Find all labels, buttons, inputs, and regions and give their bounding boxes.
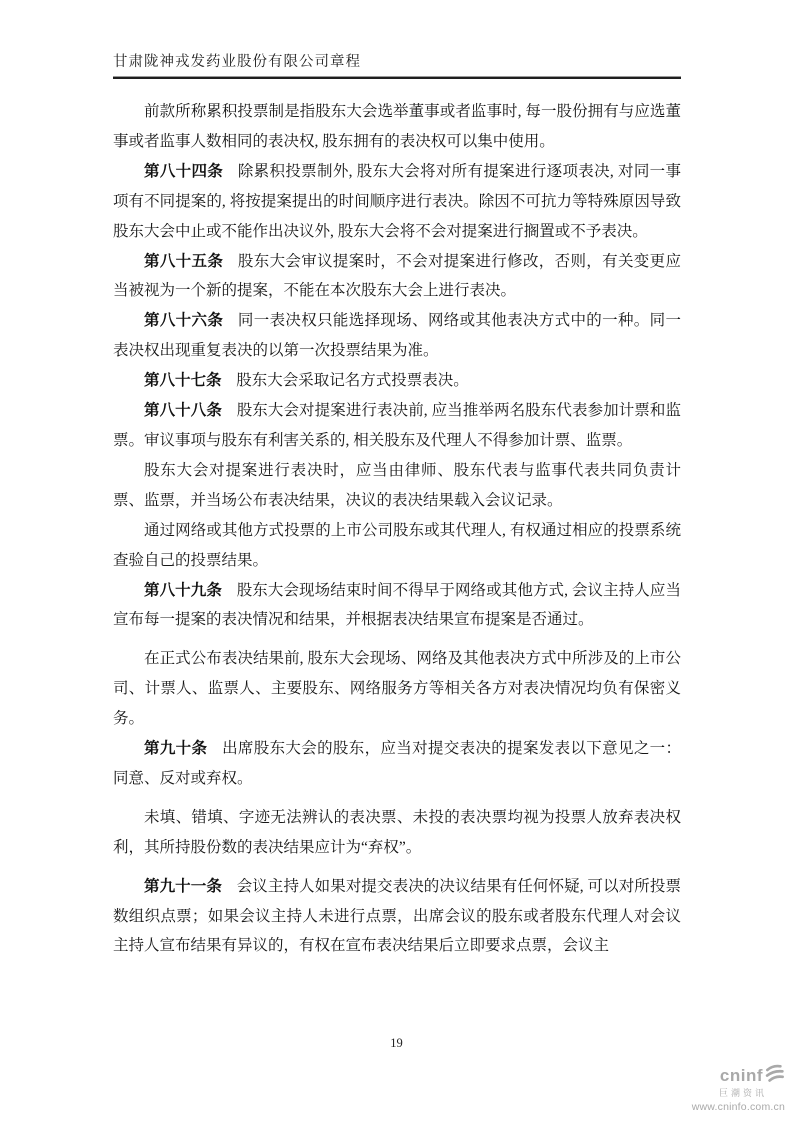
cninfo-brand-row — [655, 1064, 785, 1087]
article-87 — [113, 366, 681, 396]
article-84 — [113, 157, 681, 247]
article-88-number: 第八十八条 — [144, 402, 222, 420]
paragraph-cumulative-voting — [113, 97, 681, 157]
paragraph-text: 股东大会对提案进行表决时，应当由律师、股东代表与监事代表共同负责计票、监票，并当场公布表决结果，决议的表决结果载入会议记录。 — [113, 461, 681, 509]
article-84-number: 第八十四条 — [144, 162, 224, 180]
cninfo-brand-text: cninf — [719, 1065, 763, 1085]
article-85-number: 第八十五条 — [144, 252, 224, 270]
article-90-paragraph-2 — [113, 803, 681, 863]
article-85 — [113, 247, 681, 307]
article-85-text: 股东大会审议提案时，不会对提案进行修改，否则，有关变更应当被视为一个新的提案，不能在本次股东大会上进行表决。 — [113, 252, 681, 300]
cninfo-chinese-name: 巨潮资讯 — [718, 1088, 767, 1099]
paragraph-text: 在正式公布表决结果前, 股东大会现场、网络及其他表决方式中所涉及的上市公司、计票人、监票人、主要股东、网络服务方等相关各方对表决情况均负有保密义务。 — [113, 650, 681, 728]
article-90-text: 出席股东大会的股东，应当对提交表决的提案发表以下意见之一：同意、反对或弃权。 — [113, 740, 681, 787]
article-87-text: 股东大会采取记名方式投票表决。 — [236, 372, 469, 390]
article-88-text: 股东大会对提案进行表决前, 应当推举两名股东代表参加计票和监票。审议事项与股东有利害关系的, 相关股东及代理人不得参加计票、监票。 — [113, 402, 681, 449]
article-89-paragraph-2 — [113, 644, 681, 734]
article-91 — [113, 872, 681, 962]
document-title: 甘肃陇神戎发药业股份有限公司章程 — [113, 54, 361, 70]
page-header — [113, 50, 681, 79]
article-89-number: 第八十九条 — [144, 581, 222, 599]
article-90-number: 第九十条 — [144, 740, 208, 758]
paragraph-text: 未填、错填、字迹无法辨认的表决票、未投的表决票均视为投票人放弃表决权利，其所持股份数的表决结果应计为“弃权”。 — [113, 808, 681, 856]
cninfo-swirl-icon — [763, 1062, 787, 1089]
article-91-text: 会议主持人如果对提交表决的决议结果有任何怀疑, 可以对所投票数组织点票；如果会议主持人未进行点票，出席会议的股东或者股东代理人对会议主持人宣布结果有异议的，有权在宣布表决结果后立即要求点票，会议主 — [113, 877, 681, 955]
article-89 — [113, 576, 681, 636]
article-86-text: 同一表决权只能选择现场、网络或其他表决方式中的一种。同一表决权出现重复表决的以第一次投票结果为准。 — [113, 312, 681, 360]
page-number: 19 — [390, 1036, 403, 1050]
article-89-text: 股东大会现场结束时间不得早于网络或其他方式, 会议主持人应当宣布每一提案的表决情况和结果，并根据表决结果宣布提案是否通过。 — [113, 581, 681, 629]
article-88 — [113, 396, 681, 456]
cninfo-watermark — [655, 1064, 785, 1113]
document-body — [113, 97, 681, 961]
article-84-text: 除累积投票制外, 股东大会将对所有提案进行逐项表决, 对同一事项有不同提案的, 将按提案提出的时间顺序进行表决。除因不可抗力等特殊原因导致股东大会中止或不能作出决议外, 股东大会将不会对提案进行搁置或不予表决。 — [113, 162, 681, 240]
paragraph-text: 通过网络或其他方式投票的上市公司股东或其代理人, 有权通过相应的投票系统查验自己的投票结果。 — [113, 521, 681, 569]
article-88-paragraph-3 — [113, 516, 681, 576]
header-rule — [113, 76, 681, 79]
article-87-number: 第八十七条 — [144, 372, 222, 390]
article-86-number: 第八十六条 — [144, 312, 224, 330]
article-88-paragraph-2 — [113, 456, 681, 516]
cninfo-url: www.cninfo.com.cn — [691, 1100, 785, 1113]
article-90 — [113, 734, 681, 794]
article-86 — [113, 306, 681, 366]
article-91-number: 第九十一条 — [144, 877, 222, 895]
paragraph-text: 前款所称累积投票制是指股东大会选举董事或者监事时, 每一股份拥有与应选董事或者监事人数相同的表决权, 股东拥有的表决权可以集中使用。 — [113, 103, 681, 150]
